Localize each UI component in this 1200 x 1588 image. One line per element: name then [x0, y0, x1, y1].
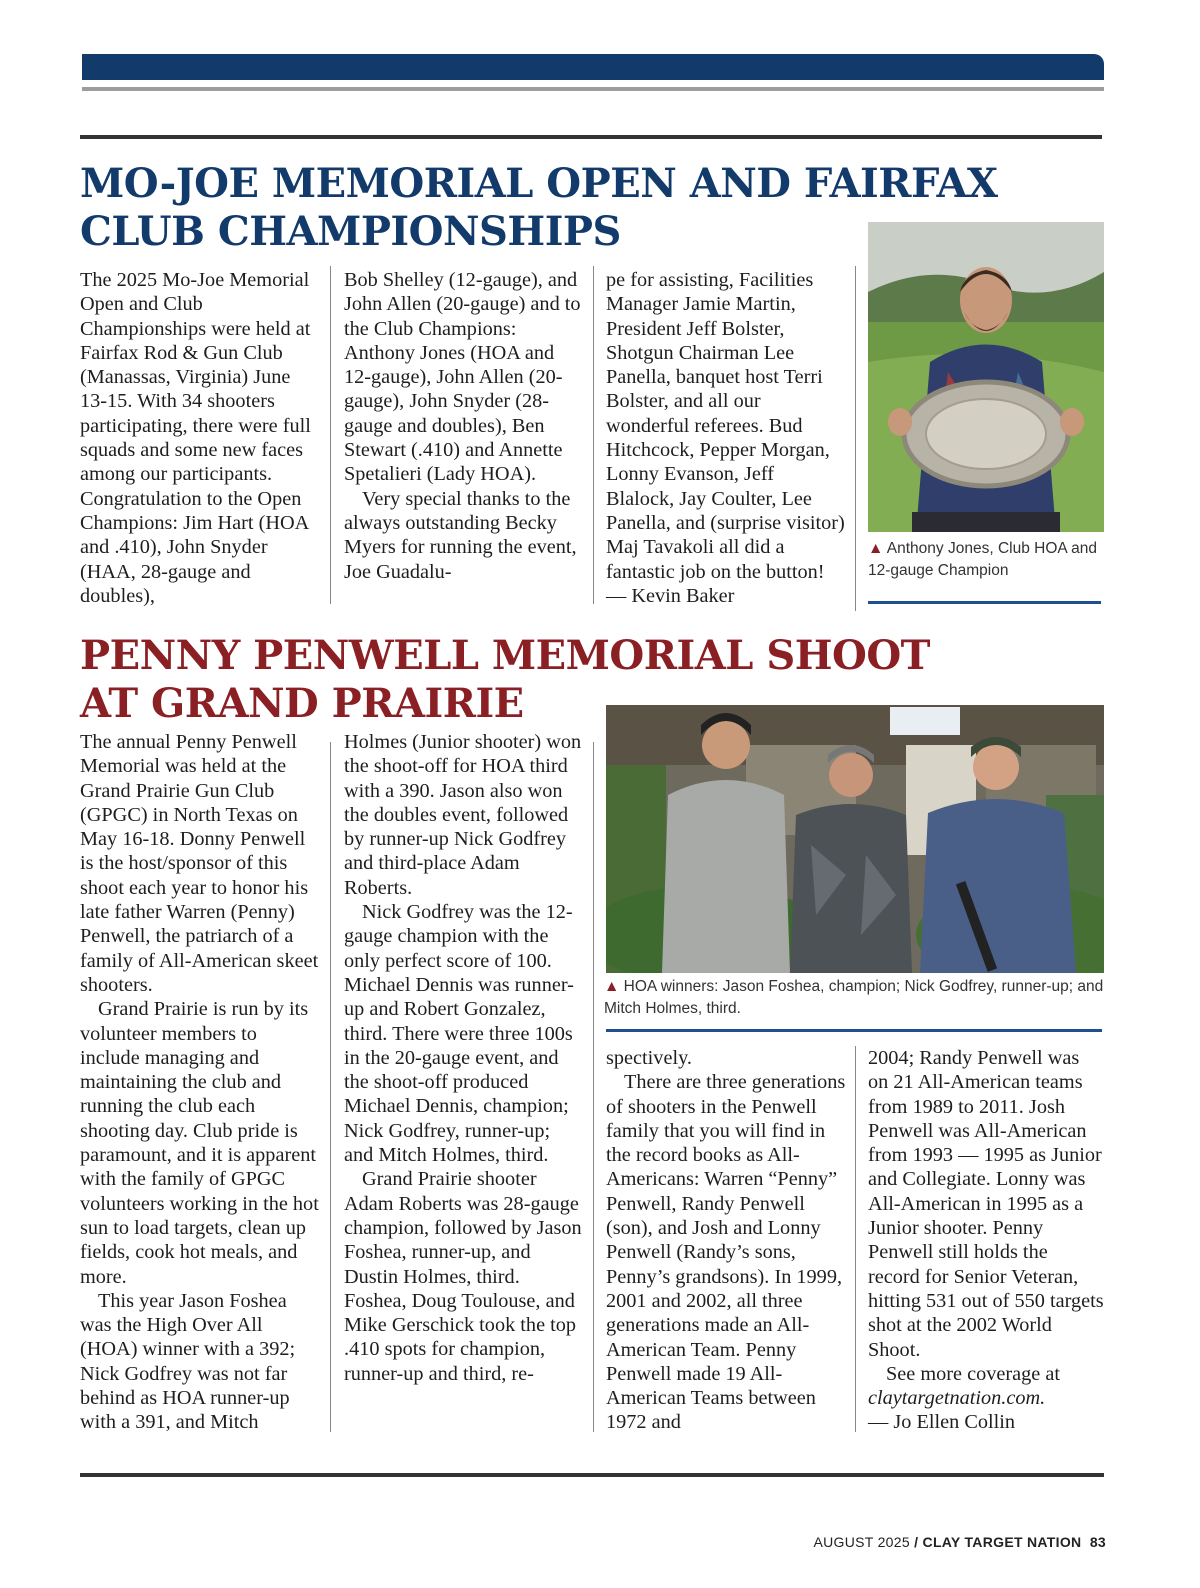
- article2-col3-para2: There are three generations of shooters in the Penwell family that you will find in the record books as All-Americans: Warren “Penny” Penwell, Randy Penwell (son), and Josh and Lonny Penwell (Randy’s sons, Penny’s grandsons). In 1999, 2001 and 2002, all three generations made an All-American Team. Penny Penwell made 19 All-American Teams between 1972 and: [606, 1071, 846, 1434]
- website-link[interactable]: claytargetnation.com.: [868, 1387, 1046, 1410]
- article1-title: [80, 160, 998, 256]
- column-rule: [593, 266, 594, 604]
- article1-col1-text: The 2025 Mo-Joe Memorial Open and Club Championships were held at Fairfax Rod & Gun Club (Manassas, Virginia) June 13-15. With 34 shooters participating, there were full squads and some new faces among our participants. Congratulation to the Open Champions: Jim Hart (HOA and .410), John Snyder (HAA, 28-gauge and doubles),: [80, 269, 311, 607]
- photo-anthony-jones-image: [868, 222, 1104, 532]
- article2-column-4: [868, 1046, 1104, 1435]
- article1-col2-para1: Bob Shelley (12-gauge), and John Allen (20-gauge) and to the Club Champions: Anthony Jones (HOA and 12-gauge), John Allen (20-gauge), John Snyder (28-gauge and doubles), Ben Stewart (.410) and Annette Spetalieri (Lady HOA).: [344, 269, 581, 486]
- column-rule: [593, 742, 594, 1432]
- photo-anthony-jones: [868, 222, 1104, 532]
- article2-col1-para3: This year Jason Foshea was the High Over All (HOA) winner with a 392; Nick Godfrey was not far behind as HOA runner-up with a 391, and Mitch: [80, 1289, 296, 1434]
- caption-rule: [868, 601, 1101, 604]
- article2-column-2: [344, 730, 584, 1386]
- section-divider-top: [80, 135, 1102, 139]
- article2-more-coverage-text: See more coverage at: [886, 1362, 1060, 1385]
- footer-magazine-name: CLAY TARGET NATION: [922, 1534, 1082, 1550]
- article2-title-line2: AT GRAND PRAIRIE: [80, 680, 524, 727]
- triangle-marker-icon: ▲: [604, 978, 620, 995]
- article2-col2-para3: Grand Prairie shooter Adam Roberts was 28-gauge champion, followed by Jason Foshea, runner-up, and Dustin Holmes, third. Foshea, Doug Toulouse, and Mike Gerschick took the top .410 spots for champion, runner-up and third, re-: [344, 1168, 582, 1385]
- article2-title-line1: PENNY PENWELL MEMORIAL SHOOT: [80, 632, 930, 679]
- article1-title-line2: CLUB CHAMPIONSHIPS: [80, 208, 621, 255]
- article2-col4-para1: 2004; Randy Penwell was on 21 All-American teams from 1989 to 2011. Josh Penwell was All-American from 1993 — 1995 as Junior and Collegiate. Lonny was All-American in 1995 as a Junior shooter. Penny Penwell still holds the record for Senior Veteran, hitting 531 out of 550 targets shot at the 2002 World Shoot.: [868, 1047, 1104, 1361]
- article2-column-3: [606, 1046, 846, 1435]
- footer-separator: /: [914, 1534, 919, 1550]
- article2-col4-para2: [868, 1362, 1104, 1411]
- article1-byline: — Kevin Baker: [606, 584, 735, 607]
- header-bar: [82, 54, 1104, 80]
- article2-col2-para2: Nick Godfrey was the 12-gauge champion with the only perfect score of 100. Michael Dennis was runner-up and Robert Gonzalez, third. There were three 100s in the 20-gauge event, and the shoot-off produced Michael Dennis, champion; Nick Godfrey, runner-up; and Mitch Holmes, third.: [344, 901, 574, 1167]
- article1-col3-text: pe for assisting, Facilities Manager Jamie Martin, President Jeff Bolster, Shotgun Chairman Lee Panella, banquet host Terri Bolster, and all our wonderful referees. Bud Hitchcock, Pepper Morgan, Lonny Evanson, Jeff Blalock, Jay Coulter, Lee Panella, and (surprise visitor) Maj Tavakoli all did a fantastic job on the button!: [606, 269, 845, 583]
- section-divider-bottom: [80, 1473, 1104, 1477]
- column-rule: [330, 266, 331, 604]
- article1-column-3: [606, 268, 846, 608]
- column-rule: [855, 266, 856, 611]
- article1-caption-text: Anthony Jones, Club HOA and 12-gauge Champion: [868, 540, 1098, 579]
- column-rule: [330, 742, 331, 1432]
- article2-byline: — Jo Ellen Collin: [868, 1411, 1016, 1434]
- footer-date: AUGUST 2025: [813, 1534, 910, 1550]
- article1-caption: [868, 538, 1104, 582]
- article2-caption-text: HOA winners: Jason Foshea, champion; Nick Godfrey, runner-up; and Mitch Holmes, third.: [604, 978, 1104, 1017]
- article1-column-2: [344, 268, 584, 584]
- triangle-marker-icon: ▲: [868, 540, 884, 557]
- article1-col2-para2: Very special thanks to the always outstanding Becky Myers for running the event, Joe Guadalu-: [344, 487, 577, 583]
- page-footer: [814, 1534, 1107, 1550]
- article2-col2-para1: Holmes (Junior shooter) won the shoot-off for HOA third with a 390. Jason also won the doubles event, followed by runner-up Nick Godfrey and third-place Adam Roberts.: [344, 731, 582, 899]
- photo-hoa-winners: [606, 705, 1104, 973]
- caption-rule: [606, 1029, 1102, 1032]
- article2-col1-para2: Grand Prairie is run by its volunteer members to include managing and maintaining the club and running the club each shooting day. Club pride is paramount, and it is apparent with the family of GPGC volunteers working in the hot sun to load targets, clean up fields, cook hot meals, and more.: [80, 998, 319, 1288]
- article1-column-1: [80, 268, 320, 608]
- article1-title-line1: MO-JOE MEMORIAL OPEN AND FAIRFAX: [80, 160, 998, 207]
- article2-column-1: [80, 730, 320, 1435]
- footer-page-number: 83: [1089, 1534, 1106, 1550]
- article2-caption: [604, 976, 1104, 1020]
- article2-col1-para1: The annual Penny Penwell Memorial was held at the Grand Prairie Gun Club (GPGC) in North Texas on May 16-18. Donny Penwell is the host/sponsor of this shoot each year to honor his late father Warren (Penny) Penwell, the patriarch of a family of All-American skeet shooters.: [80, 731, 319, 996]
- photo-hoa-winners-image: [606, 705, 1104, 973]
- column-rule: [855, 1046, 856, 1432]
- header-rule: [82, 87, 1104, 91]
- article2-col3-para1: spectively.: [606, 1047, 692, 1069]
